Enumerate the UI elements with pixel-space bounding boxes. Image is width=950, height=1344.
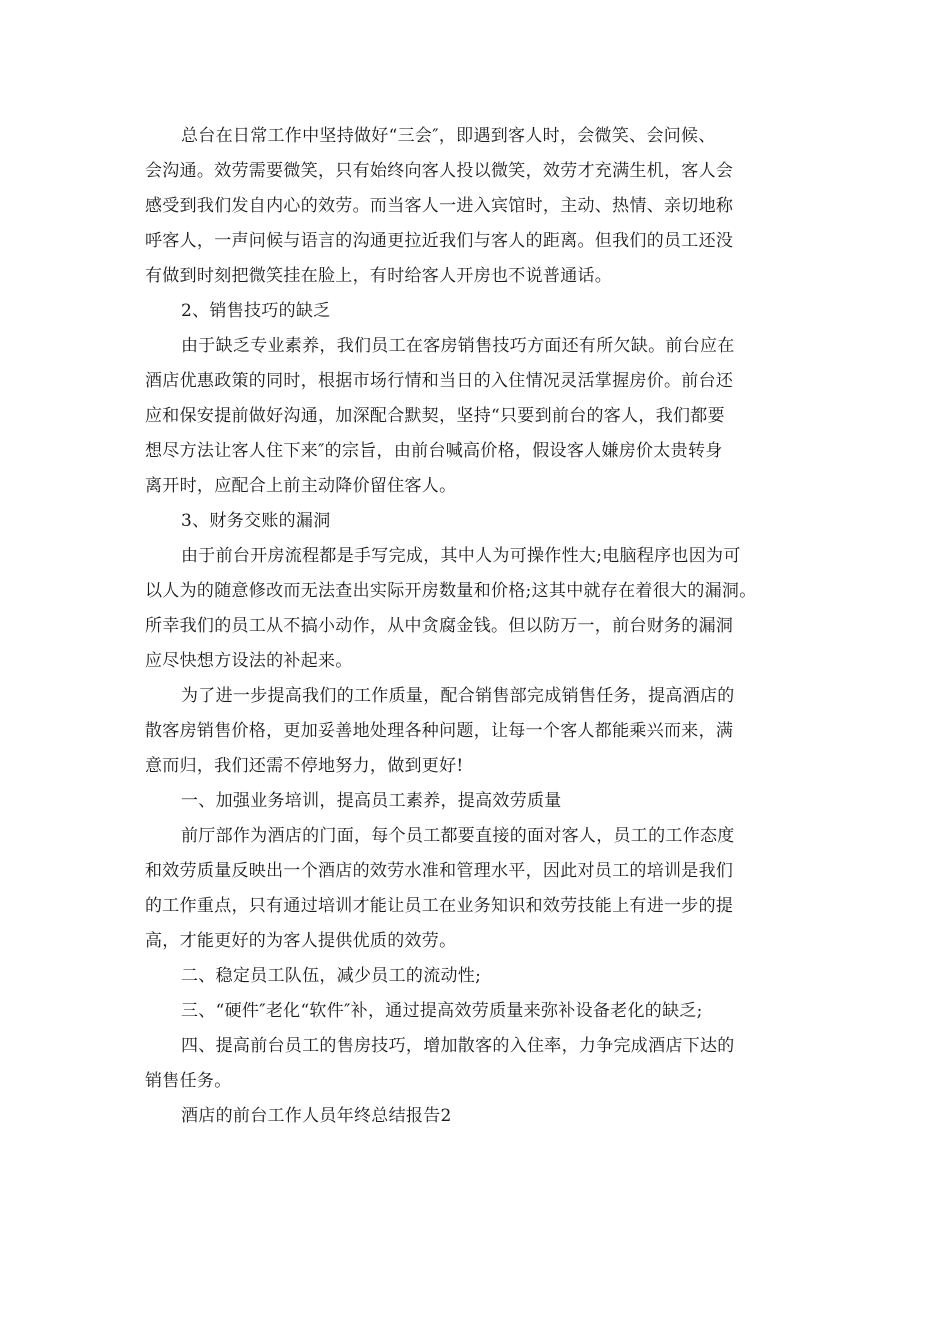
- text-line: 总台在日常工作中坚持做好“三会″，即遇到客人时，会微笑、会问候、: [181, 126, 716, 146]
- text-line: 想尽方法让客人住下来″的宗旨，由前台喊高价格，假设客人嫌房价太贵转身: [145, 441, 723, 461]
- text-line: 散客房销售价格，更加妥善地处理各种问题，让每一个客人都能乘兴而来，满: [145, 721, 734, 741]
- text-line: 意而归，我们还需不停地努力，做到更好!: [145, 756, 464, 776]
- text-line: 销售任务。: [145, 1071, 232, 1091]
- text-line: 的工作重点，只有通过培训才能让员工在业务知识和效劳技能上有进一步的提: [145, 896, 734, 916]
- text-line: 三、“硬件″老化“软件″补，通过提高效劳质量来弥补设备老化的缺乏;: [181, 1001, 703, 1021]
- text-line: 应尽快想方设法的补起来。: [145, 651, 353, 671]
- text-line: 一、加强业务培训，提高员工素养，提高效劳质量: [181, 791, 562, 811]
- text-line: 2、销售技巧的缺乏: [181, 301, 331, 321]
- text-line: 四、提高前台员工的售房技巧，增加散客的入住率，力争完成酒店下达的: [181, 1036, 735, 1056]
- text-line: 高，才能更好的为客人提供优质的效劳。: [145, 931, 457, 951]
- text-line: 酒店优惠政策的同时，根据市场行情和当日的入住情况灵活掌握房价。前台还: [145, 371, 734, 391]
- text-line: 有做到时刻把微笑挂在脸上，有时给客人开房也不说普通话。: [145, 266, 613, 286]
- text-line: 由于前台开房流程都是手写完成，其中人为可操作性大;电脑程序也因为可: [181, 546, 741, 566]
- text-line: 会沟通。效劳需要微笑，只有始终向客人投以微笑，效劳才充满生机，客人会: [145, 161, 734, 181]
- text-line: 应和保安提前做好沟通，加深配合默契，坚持“只要到前台的客人，我们都要: [145, 406, 725, 426]
- document-body: [145, 119, 805, 1134]
- text-line: 以人为的随意修改而无法查出实际开房数量和价格;这其中就存在着很大的漏洞。: [145, 581, 757, 601]
- text-line: 和效劳质量反映出一个酒店的效劳水准和管理水平，因此对员工的培训是我们: [145, 861, 734, 881]
- text-line: 感受到我们发自内心的效劳。而当客人一进入宾馆时，主动、热情、亲切地称: [145, 196, 734, 216]
- text-line: 3、财务交账的漏洞: [181, 511, 331, 531]
- text-line: 呼客人，一声问候与语言的沟通更拉近我们与客人的距离。但我们的员工还没: [145, 231, 734, 251]
- text-line: 离开时，应配合上前主动降价留住客人。: [145, 476, 457, 496]
- text-line: 前厅部作为酒店的门面，每个员工都要直接的面对客人，员工的工作态度: [181, 826, 735, 846]
- text-line: 二、稳定员工队伍，减少员工的流动性;: [181, 966, 482, 986]
- text-line: 为了进一步提高我们的工作质量，配合销售部完成销售任务，提高酒店的: [181, 686, 735, 706]
- text-line: 由于缺乏专业素养，我们员工在客房销售技巧方面还有所欠缺。前台应在: [181, 336, 735, 356]
- text-line: 所幸我们的员工从不搞小动作，从中贪腐金钱。但以防万一，前台财务的漏洞: [145, 616, 734, 636]
- text-line: 酒店的前台工作人员年终总结报告2: [181, 1106, 452, 1126]
